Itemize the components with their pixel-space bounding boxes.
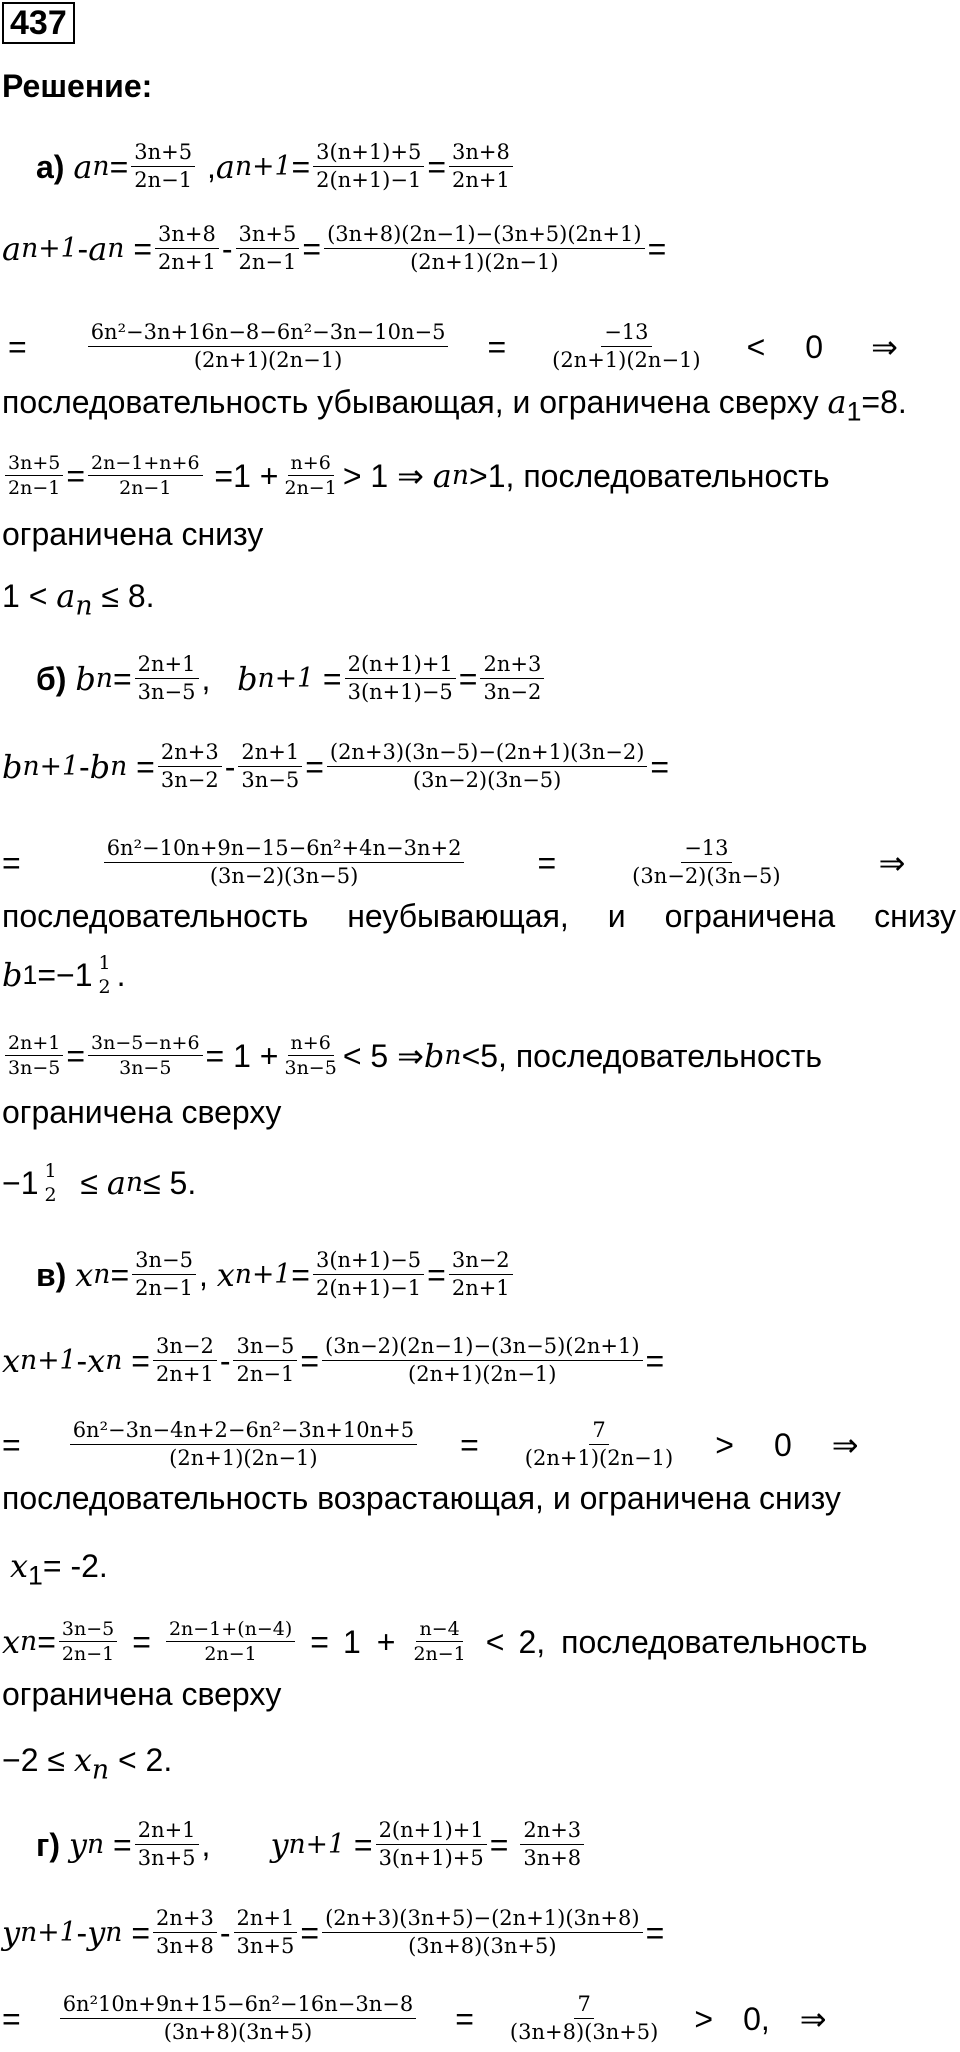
fraction: 1 2 [44, 1160, 57, 1206]
part-c-minimum: $x_1= -2$. [10, 1547, 108, 1591]
fraction: $\frac{2n+3}{3n+8}$ [153, 1906, 217, 1959]
fraction: $\frac{3n-5-n+6}{3n-5}$ [88, 1032, 203, 1079]
part-a-range: $1 < a_n \le 8$. [2, 577, 155, 622]
part-a-expansion: = $\frac{\text{6n²−3n+16n−8−6n²−3n−10n−5}}{(2n+1)(2n-1)}$ = $\frac{-13}{(2n+1)(2n-1)}$ < 0 ⇒ [8, 320, 898, 372]
fraction: $\frac{3n+8}{2n+1}$ [155, 222, 219, 275]
fraction: $\frac{3(n+1)-5}{2(n+1)-1}$ [313, 1248, 424, 1301]
fraction: $\frac{2n+1}{3n-5}$ [238, 740, 302, 793]
part-b-minimum: b 1 =−1 1 2 . [2, 952, 126, 998]
part-c-range: $-2 \le x_n < 2$. [2, 1741, 173, 1786]
part-b-bound-calc: $\frac{2n+1}{3n-5}$ = $\frac{3n-5-n+6}{3n-5}$ = 1 + $\frac{n+6}{3n-5}$ < 5 ⇒ b n <5, последовательность [2, 1032, 960, 1079]
fraction: $\frac{3n+5}{2n-1}$ [131, 140, 195, 193]
fraction: $\frac{7}{(2n+1)(2n-1)}$ [524, 1418, 674, 1470]
fraction: $\frac{2(n+1)+1}{3(n+1)+5}$ [376, 1818, 487, 1871]
fraction: $\frac{\text{6n²−10n+9n−15−6n²+4n−3n+2}}{(3n-2)(3n-5)}$ [104, 836, 465, 889]
fraction: $\frac{3n-5}{2n-1}$ [59, 1618, 117, 1665]
fraction: $\frac{2n-1+n+6}{2n-1}$ [88, 452, 203, 499]
part-d-difference: y n+1 - y n = $\frac{2n+3}{3n+8}$ - $\frac{2n+1}{3n+5}$ = $\frac{(2n+3)(3n+5)-(2n+1)(3n+8)}{(3n+8)(3n+5)}$ = [2, 1906, 665, 1958]
part-c-conclusion: последовательность возрастающая, и ограничена снизу [2, 1480, 841, 1516]
fraction: $\frac{2n+3}{3n-2}$ [480, 652, 544, 705]
fraction: $\frac{2n+3}{3n-2}$ [158, 740, 222, 793]
part-b-upper-bound: ограничена сверху [2, 1094, 282, 1130]
fraction: $\frac{2n+3}{3n+8}$ [520, 1818, 584, 1871]
fraction: $\frac{n+6}{2n-1}$ [284, 452, 337, 499]
part-c-definition: в) x n = $\frac{3n-5}{2n-1}$ , x n+1 = $\frac{3(n+1)-5}{2(n+1)-1}$ = $\frac{3n-2}{2n+1}$ [36, 1248, 960, 1301]
fraction: $\frac{-13}{(2n+1)(2n-1)}$ [552, 320, 701, 372]
part-d-expansion: = $\frac{\text{6n²10n+9n+15−6n²−16n−3n−8}}{(3n+8)(3n+5)}$ = $\frac{7}{(3n+8)(3n+5)}$ > 0, ⇒ [2, 1992, 827, 2044]
fraction: $\frac{3n+8}{2n+1}$ [449, 140, 513, 193]
fraction: $\frac{n+6}{3n-5}$ [284, 1032, 337, 1079]
part-a-definition: а) a n = $\frac{3n+5}{2n-1}$ , a n+1 = $\frac{3(n+1)+5}{2(n+1)-1}$ = $\frac{3n+8}{2n+1}$ [36, 140, 960, 193]
fraction: $\frac{3(n+1)+5}{2(n+1)-1}$ [313, 140, 424, 193]
part-a-lower-bound: ограничена снизу [2, 516, 264, 552]
fraction: $\frac{(3n+8)(2n-1)-(3n+5)(2n+1)}{(2n+1)(2n-1)}$ [324, 222, 645, 275]
fraction: $\frac{3n-5}{2n-1}$ [132, 1248, 196, 1301]
fraction: $\frac{2(n+1)+1}{3(n+1)-5}$ [345, 652, 456, 705]
fraction: $\frac{(3n-2)(2n-1)-(3n-5)(2n+1)}{(2n+1)(2n-1)}$ [322, 1334, 643, 1387]
fraction: $\frac{(2n+3)(3n+5)-(2n+1)(3n+8)}{(3n+8)(3n+5)}$ [322, 1906, 643, 1959]
fraction: $\frac{\text{6n²−3n−4n+2−6n²−3n+10n+5}}{(2n+1)(2n-1)}$ [70, 1418, 417, 1471]
part-b-conclusion: последовательность неубывающая, и ограничена снизу [2, 898, 956, 934]
part-b-expansion: = $\frac{\text{6n²−10n+9n−15−6n²+4n−3n+2}}{(3n-2)(3n-5)}$ = $\frac{-13}{(3n-2)(3n-5)}$ ⇒ [2, 836, 906, 888]
part-b-range: −1 1 2 ≤ a n ≤ 5. [2, 1160, 197, 1206]
fraction: $\frac{7}{(3n+8)(3n+5)}$ [509, 1992, 659, 2044]
fraction: $\frac{2n+1}{3n-5}$ [135, 652, 199, 705]
part-b-difference: b n+1 - b n = $\frac{2n+3}{3n-2}$ - $\frac{2n+1}{3n-5}$ = $\frac{(2n+3)(3n-5)-(2n+1)(3n-2)}{(3n-2)(3n-5)}$ = [2, 740, 670, 792]
fraction: $\frac{3n+5}{2n-1}$ [236, 222, 300, 275]
part-c-expansion: = $\frac{\text{6n²−3n−4n+2−6n²−3n+10n+5}}{(2n+1)(2n-1)}$ = $\frac{7}{(2n+1)(2n-1)}$ > 0 ⇒ [2, 1418, 859, 1470]
exercise-number: 437 [2, 2, 75, 44]
part-c-difference: x n+1 - x n = $\frac{3n-2}{2n+1}$ - $\frac{3n-5}{2n-1}$ = $\frac{(3n-2)(2n-1)-(3n-5)(2n+1)}{(2n+1)(2n-1)}$ = [2, 1334, 665, 1386]
part-c-bound-calc: x n = $\frac{3n-5}{2n-1}$ = $\frac{2n-1+(n-4)}{2n-1}$ = 1 + $\frac{n-4}{2n-1}$ < 2, последовательность [2, 1618, 868, 1665]
part-a-bound-calc: $\frac{3n+5}{2n-1}$ = $\frac{2n-1+n+6}{2n-1}$ =1 + $\frac{n+6}{2n-1}$ > 1 ⇒ a n >1, последовательность [2, 452, 960, 499]
fraction: $\frac{3n-5}{2n-1}$ [233, 1334, 297, 1387]
part-a-difference: a n+1 - a n = $\frac{3n+8}{2n+1}$ - $\frac{3n+5}{2n-1}$ = $\frac{(3n+8)(2n-1)-(3n+5)(2n+1)}{(2n+1)(2n-1)}$ = [2, 222, 667, 274]
fraction: $\frac{3n+5}{2n-1}$ [5, 452, 63, 499]
part-c-upper-bound: ограничена сверху [2, 1676, 282, 1712]
fraction: $\frac{-13}{(3n-2)(3n-5)}$ [632, 836, 781, 888]
part-b-label: б) [36, 660, 67, 697]
fraction: $\frac{(2n+3)(3n-5)-(2n+1)(3n-2)}{(3n-2)(3n-5)}$ [327, 740, 648, 793]
fraction: $\frac{\text{6n²−3n+16n−8−6n²−3n−10n−5}}{(2n+1)(2n-1)}$ [88, 320, 449, 373]
fraction: $\frac{3n-2}{2n+1}$ [153, 1334, 217, 1387]
part-d-label: г) [36, 1826, 60, 1863]
part-b-definition: б) b n = $\frac{2n+1}{3n-5}$ , b n+1 = $\frac{2(n+1)+1}{3(n+1)-5}$ = $\frac{2n+3}{3n-2}$ [36, 652, 960, 705]
part-d-definition: г) y n = $\frac{2n+1}{3n+5}$ , y n+1 = $\frac{2(n+1)+1}{3(n+1)+5}$ = $\frac{2n+3}{3n+8}$ [36, 1818, 960, 1871]
fraction: $\frac{2n+1}{3n-5}$ [5, 1032, 63, 1079]
part-a-label: а) [36, 148, 65, 185]
fraction: $\frac{n-4}{2n-1}$ [413, 1618, 466, 1665]
fraction: $\frac{3n-2}{2n+1}$ [449, 1248, 513, 1301]
fraction: $\frac{2n+1}{3n+5}$ [234, 1906, 298, 1959]
part-a-conclusion: последовательность убывающая, и ограничена сверху $a_1=8$. [2, 383, 907, 427]
fraction: $\frac{\text{6n²10n+9n+15−6n²−16n−3n−8}}{(3n+8)(3n+5)}$ [60, 1992, 417, 2045]
fraction: $\frac{2n-1+(n-4)}{2n-1}$ [166, 1618, 295, 1665]
exercise-header [2, 2, 960, 44]
fraction: 1 2 [98, 952, 111, 998]
fraction: $\frac{2n+1}{3n+5}$ [135, 1818, 199, 1871]
part-c-label: в) [36, 1256, 67, 1293]
solution-title: Решение: [2, 68, 153, 104]
